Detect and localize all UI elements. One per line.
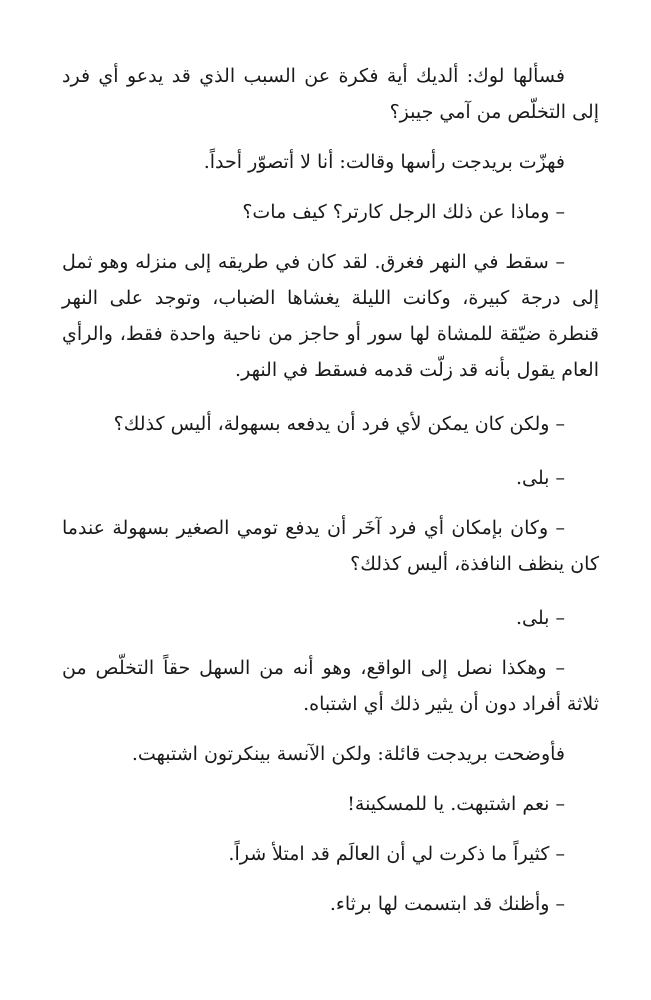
paragraph-push-question: – ولكن كان يمكن لأي فرد أن يدفعه بسهولة، أليس كذلك؟ bbox=[113, 413, 565, 435]
paragraph-yes-1: – بلى. bbox=[516, 467, 565, 489]
paragraph-poor-woman: – نعم اشتبهت. يا للمسكينة! bbox=[347, 793, 565, 815]
paragraph-three-people: – وهكذا نصل إلى الواقع، وهو أنه من السهل حقاً التخلّص من ثلاثة أفراد دون أن يثير ذلك أي اشتباه. bbox=[62, 657, 599, 715]
paragraph-tommy-window: – وكان بإمكان أي فرد آخَر أن يدفع تومي الصغير بسهولة عندما كان ينظف النافذة، أليس كذلك؟ bbox=[62, 517, 599, 575]
paragraph-world-evil: – كثيراً ما ذكرت لي أن العالَم قد امتلأ شراً. bbox=[228, 843, 565, 865]
paragraph-question-luke: فسألها لوك: ألديك أية فكرة عن السبب الذي قد يدعو أي فرد إلى التخلّص من آمي جيبز؟ bbox=[62, 65, 599, 123]
paragraph-yes-2: – بلى. bbox=[516, 607, 565, 629]
paragraph-pinkerton-suspected: فأوضحت بريدجت قائلة: ولكن الآنسة بينكرتون اشتبهت. bbox=[131, 743, 565, 765]
paragraph-smiled-pity: – وأظنك قد ابتسمت لها برثاء. bbox=[329, 893, 565, 915]
paragraph-river-account: – سقط في النهر فغرق. لقد كان في طريقه إلى منزله وهو ثمل إلى درجة كبيرة، وكانت الليلة يغشاها الضباب، وتوجد على النهر قنطرة ضيّقة للمشاة لها سور أو حاجز من ناحية واحدة فقط، والرأي العام يقول بأنه قد زلّت قدمه فسقط في النهر. bbox=[62, 251, 599, 381]
paragraph-carter-question: – وماذا عن ذلك الرجل كارتر؟ كيف مات؟ bbox=[242, 201, 565, 223]
paragraph-bridget-reply: فهزّت بريدجت رأسها وقالت: أنا لا أتصوّر أحداً. bbox=[203, 151, 565, 173]
